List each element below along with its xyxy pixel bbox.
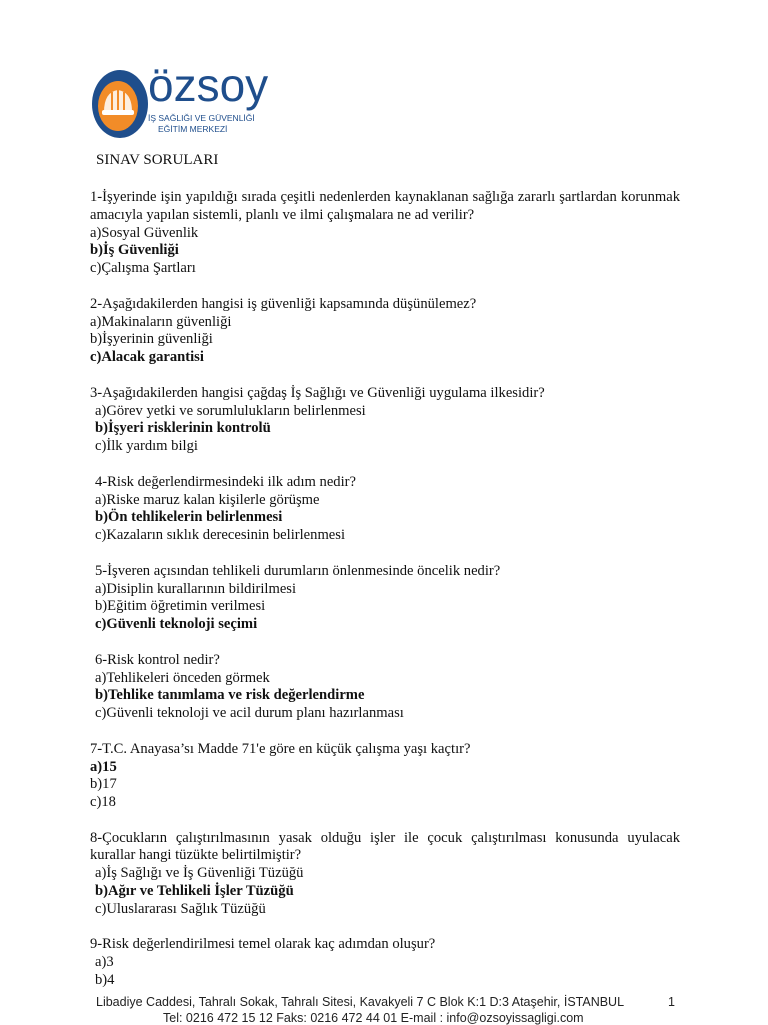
question-3 [90,385,680,456]
question-1 [90,189,680,278]
helmet-logo-icon [90,66,150,142]
option-b-correct: b)Ağır ve Tehlikeli İşler Tüzüğü [95,883,294,900]
option-b-correct: b)İş Güvenliği [90,242,179,259]
page-number: 1 [668,995,675,1009]
option-c-correct: c)Güvenli teknoloji seçimi [95,616,258,633]
question-stem: 2-Aşağıdakilerden hangisi iş güvenliği kapsamında düşünülemez? [90,295,477,312]
question-list [90,189,680,1008]
question-stem: 9-Risk değerlendirilmesi temel olarak kaç adımdan oluşur? [90,936,436,953]
option-b-correct: b)İşyeri risklerinin kontrolü [95,420,271,437]
question-9 [90,936,680,989]
question-8 [90,830,680,919]
question-stem: 5-İşveren açısından tehlikeli durumların önlenmesinde öncelik nedir? [95,562,501,579]
option-c: c)İlk yardım bilgi [95,438,198,455]
brand-tagline-2: EĞİTİM MERKEZİ [158,124,228,134]
page-title: SINAV SORULARI [96,152,219,168]
footer-contact: Tel: 0216 472 15 12 Faks: 0216 472 44 01 E-mail : info@ozsoyissagligi.com [163,1011,584,1025]
question-5 [90,563,680,634]
option-b: b)İşyerinin güvenliği [90,331,213,348]
option-b-correct: b)Tehlike tanımlama ve risk değerlendirme [95,687,365,704]
option-c: c)Kazaların sıklık derecesinin belirlenmesi [95,527,346,544]
option-a: a)Tehlikeleri önceden görmek [95,669,270,686]
option-a: a)3 [95,954,114,971]
brand-tagline-1: İŞ SAĞLIĞI VE GÜVENLİĞİ [148,113,255,123]
option-a: a)İş Sağlığı ve İş Güvenliği Tüzüğü [95,865,304,882]
question-2 [90,296,680,367]
option-a: a)Riske maruz kalan kişilerle görüşme [95,491,320,508]
option-a-correct: a)15 [90,758,117,775]
option-c: c)18 [90,794,116,811]
option-c-correct: c)Alacak garantisi [90,349,204,366]
question-4 [90,474,680,545]
option-a: a)Sosyal Güvenlik [90,224,199,241]
option-c: c)Çalışma Şartları [90,260,196,277]
question-stem: 6-Risk kontrol nedir? [95,651,220,668]
option-b: b)Eğitim öğretimin verilmesi [95,598,266,615]
option-c: c)Güvenli teknoloji ve acil durum planı hazırlanması [95,705,404,722]
brand-name: özsoy [148,59,269,111]
question-stem: 8-Çocukların çalıştırılmasının yasak olduğu işler ile çocuk çalıştırılması konusunda uyulacak kurallar hangi tüzükte belirtilmiştir? [90,829,680,864]
option-a: a)Görev yetki ve sorumlulukların belirlenmesi [95,402,366,419]
option-b-correct: b)Ön tehlikelerin belirlenmesi [95,509,283,526]
company-logo [90,59,280,142]
question-stem: 4-Risk değerlendirmesindeki ilk adım nedir? [95,473,356,490]
option-c: c)Uluslararası Sağlık Tüzüğü [95,900,266,917]
question-stem: 1-İşyerinde işin yapıldığı sırada çeşitli nedenlerden kaynaklanan sağlığa zararlı şartlardan korunmak amacıyla yapılan sistemli, planlı ve ilmi çalışmalara ne ad verilir? [90,189,680,223]
question-stem: 7-T.C. Anayasa’sı Madde 71'e göre en küçük çalışma yaşı kaçtır? [90,740,471,757]
option-b: b)4 [95,972,115,989]
footer-address: Libadiye Caddesi, Tahralı Sokak, Tahralı Sitesi, Kavakyeli 7 C Blok K:1 D:3 Ataşehir, İSTANBUL [96,995,625,1009]
option-a: a)Disiplin kurallarının bildirilmesi [95,580,297,597]
question-7 [90,741,680,812]
question-stem: 3-Aşağıdakilerden hangisi çağdaş İş Sağlığı ve Güvenliği uygulama ilkesidir? [90,384,545,401]
option-b: b)17 [90,776,117,793]
option-a: a)Makinaların güvenliği [90,313,232,330]
question-6 [90,652,680,723]
